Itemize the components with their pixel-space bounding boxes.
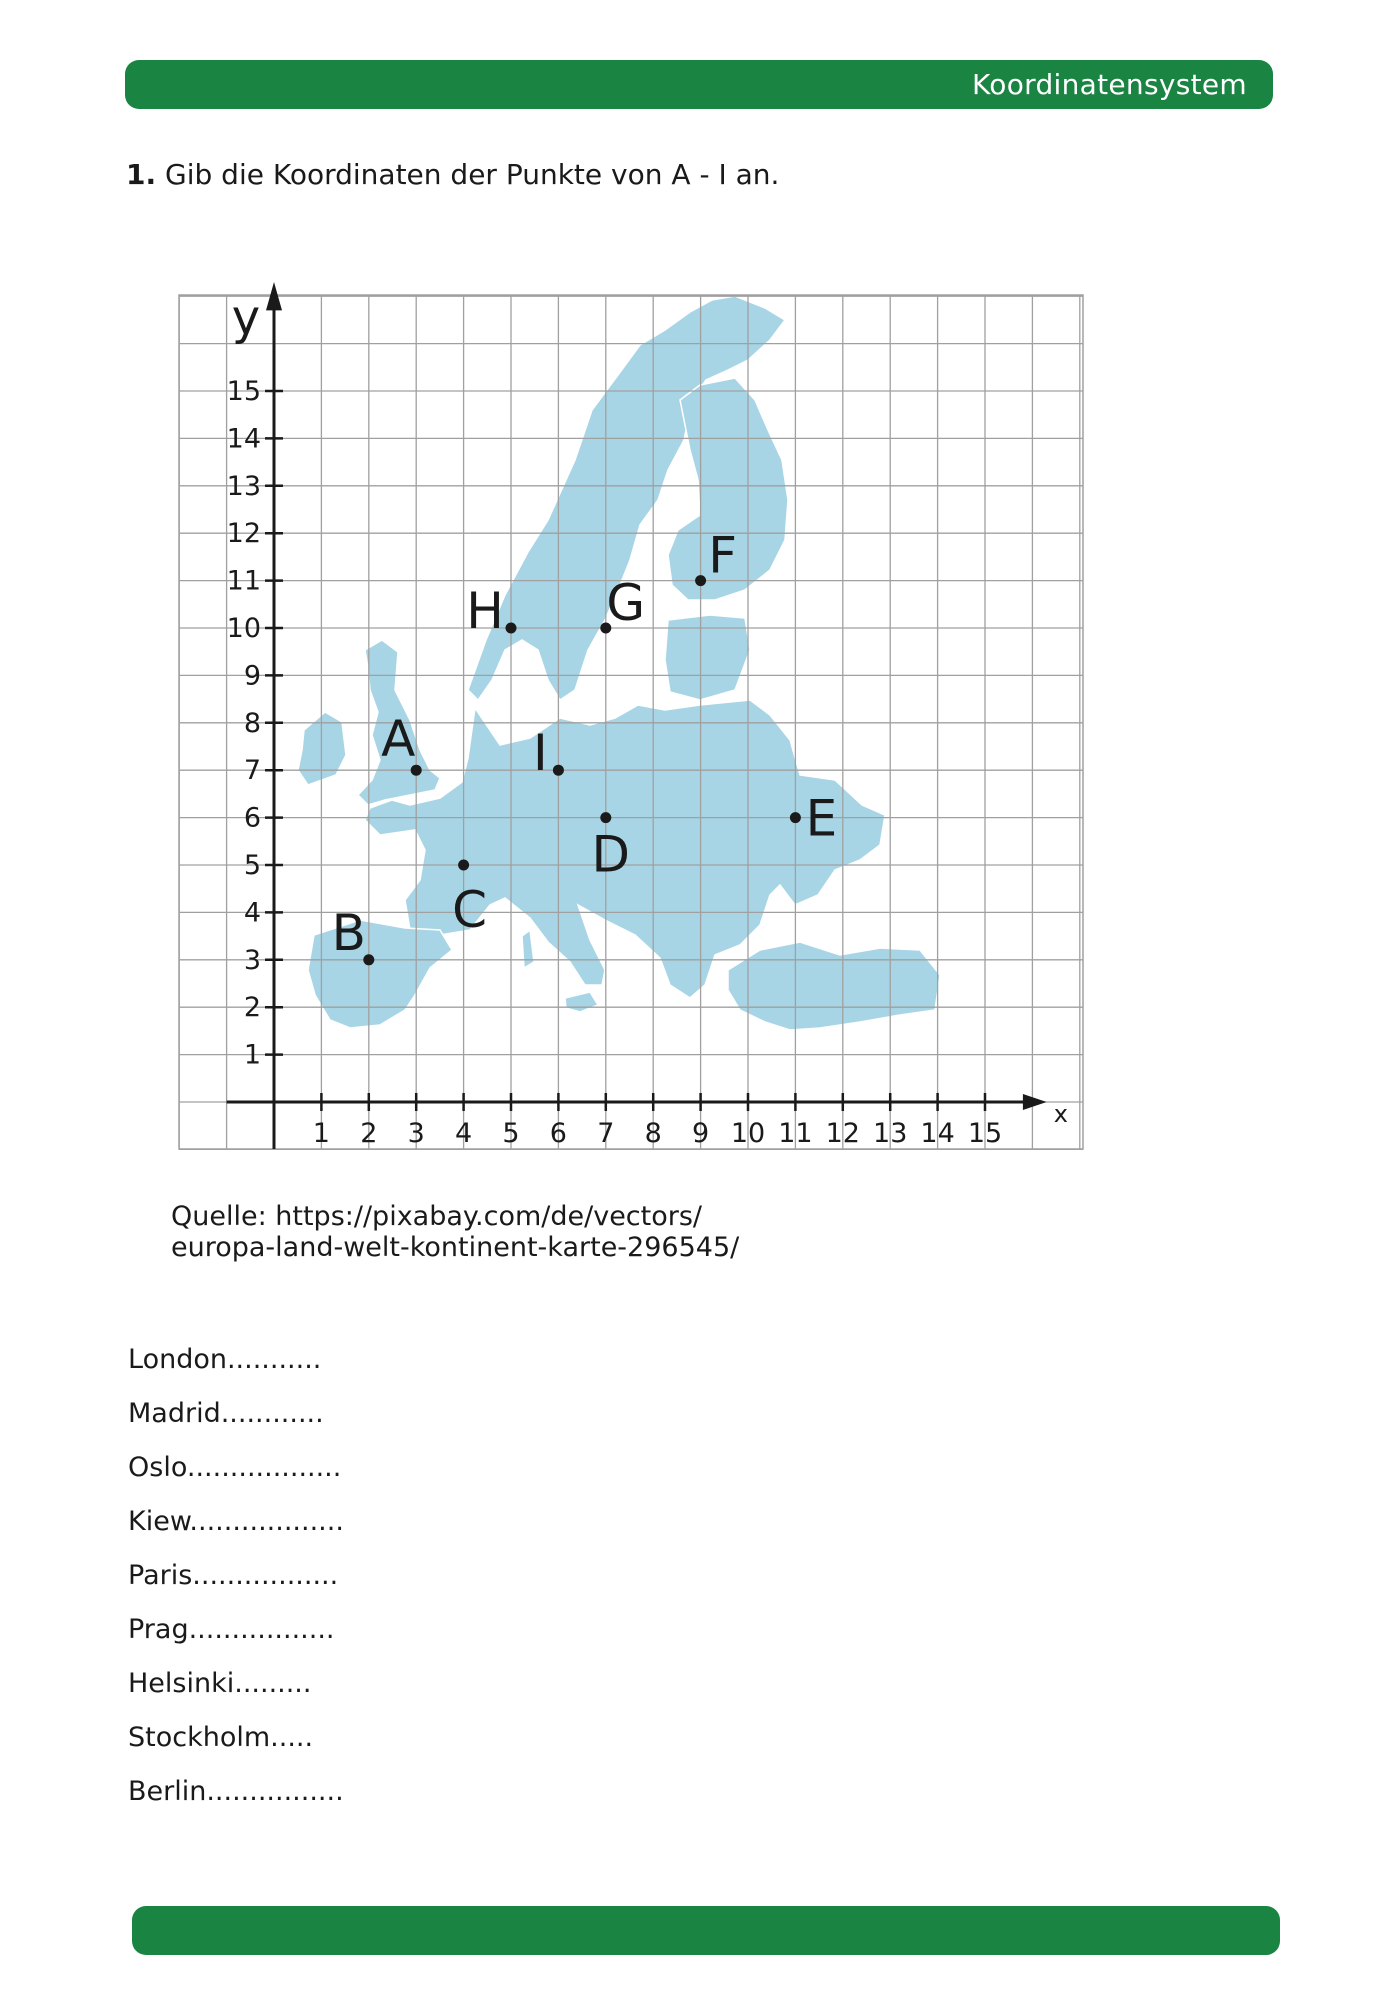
y-tick-label: 12 (226, 518, 261, 550)
answer-line-helsinki: Helsinki......... (128, 1668, 312, 1699)
y-tick-label: 1 (243, 1039, 261, 1071)
source-citation (171, 1201, 739, 1263)
source-line-2: europa-land-welt-kontinent-karte-296545/ (171, 1232, 740, 1263)
point-d-marker (600, 812, 611, 823)
task-number: 1. (126, 158, 157, 191)
x-tick-label: 1 (312, 1118, 330, 1149)
y-axis-label: y (231, 290, 261, 347)
y-tick-label: 6 (243, 802, 261, 834)
y-tick-label: 7 (243, 755, 261, 787)
answer-line-stockholm: Stockholm..... (128, 1722, 314, 1753)
point-i-label: I (533, 724, 548, 783)
x-tick-label: 9 (692, 1118, 710, 1149)
y-tick-label: 8 (243, 707, 261, 739)
y-tick-label: 14 (226, 423, 261, 455)
point-i-marker (553, 765, 564, 776)
x-tick-label: 2 (360, 1118, 378, 1149)
answer-line-prag: Prag................. (128, 1614, 335, 1645)
point-e-marker (790, 812, 801, 823)
footer-bar (132, 1906, 1280, 1955)
y-tick-label: 2 (243, 992, 261, 1024)
point-d-label: D (591, 825, 631, 884)
answer-line-berlin: Berlin................ (128, 1776, 344, 1807)
x-tick-label: 11 (778, 1118, 813, 1149)
point-h-marker (506, 623, 517, 634)
point-g-label: G (606, 574, 646, 632)
x-tick-label: 10 (730, 1118, 766, 1149)
task-text: Gib die Koordinaten der Punkte von A - I an. (165, 158, 780, 191)
y-tick-label: 4 (243, 897, 261, 929)
x-axis-label: x (1053, 1100, 1068, 1128)
point-h-label: H (466, 582, 504, 640)
x-tick-label: 4 (455, 1118, 473, 1149)
point-c-marker (458, 860, 469, 871)
x-tick-label: 8 (644, 1118, 662, 1149)
x-tick-label: 6 (549, 1118, 567, 1149)
x-tick-label: 7 (597, 1118, 615, 1149)
point-c-label: C (452, 881, 488, 939)
x-tick-label: 5 (502, 1118, 520, 1149)
europe-map (298, 296, 940, 1030)
x-tick-label: 3 (407, 1118, 425, 1149)
source-line-1: Quelle: https://pixabay.com/de/vectors/ (171, 1201, 703, 1232)
answer-line-madrid: Madrid............ (128, 1398, 324, 1429)
x-tick-label: 13 (873, 1118, 908, 1149)
y-tick-label: 3 (243, 944, 261, 976)
y-tick-label: 11 (226, 565, 261, 597)
y-tick-label: 15 (226, 376, 261, 407)
answer-line-oslo: Oslo.................. (128, 1452, 342, 1483)
x-tick-label: 14 (920, 1118, 955, 1149)
point-a-label: A (381, 710, 416, 769)
answer-list (128, 1340, 344, 1826)
x-tick-label: 12 (825, 1118, 860, 1149)
y-tick-label: 10 (226, 613, 261, 644)
point-b-label: B (331, 903, 366, 962)
point-f-marker (695, 575, 706, 586)
answer-line-paris: Paris................. (128, 1560, 339, 1591)
y-tick-label: 5 (243, 850, 261, 881)
answer-line-london: London........... (128, 1344, 322, 1375)
answer-line-kiew: Kiew.................. (128, 1506, 344, 1537)
y-tick-label: 13 (226, 470, 261, 502)
point-e-label: E (805, 789, 838, 848)
x-axis-arrow (1023, 1094, 1047, 1110)
header-title: Koordinatensystem (972, 68, 1247, 101)
point-f-label: F (708, 526, 737, 585)
y-tick-label: 9 (243, 660, 261, 692)
x-tick-label: 15 (967, 1118, 1003, 1149)
